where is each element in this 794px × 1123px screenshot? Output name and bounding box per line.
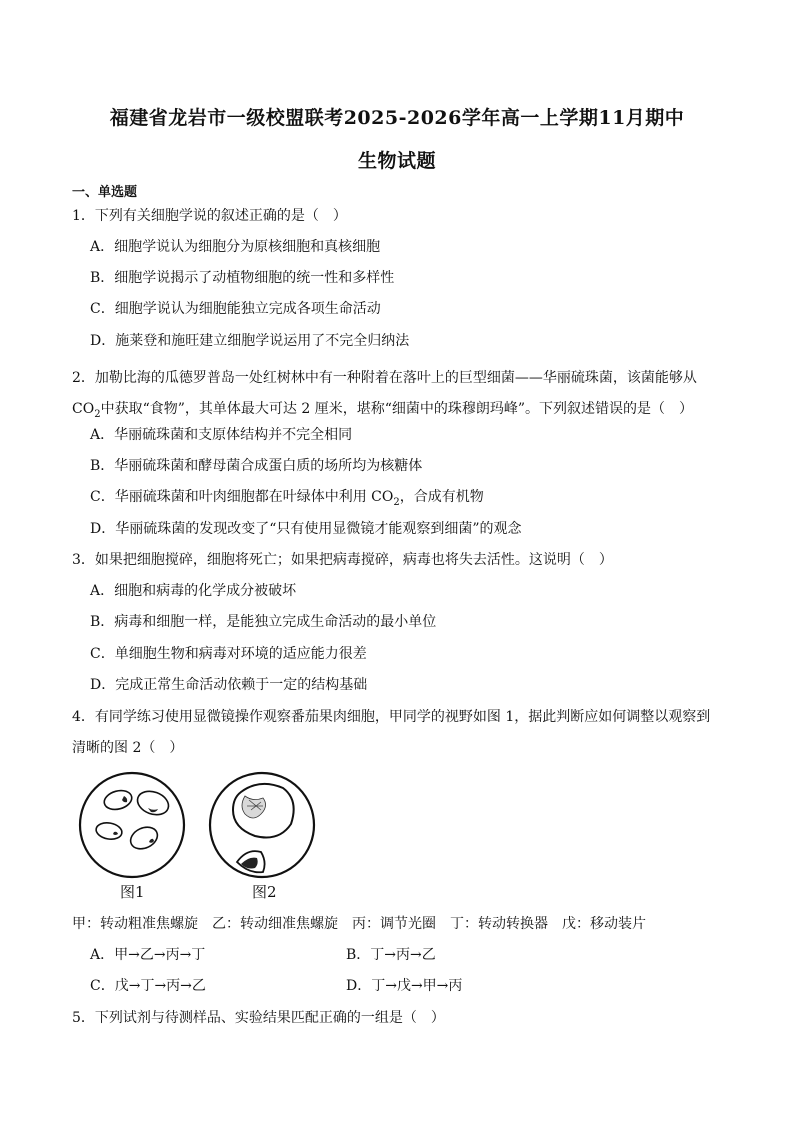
microscope-field-figure-1 <box>74 770 190 880</box>
document-title-line1: 福建省龙岩市一级校盟联考2025-2026学年高一上学期11月期中 <box>109 107 685 129</box>
question-2-stem <box>72 363 722 430</box>
figure-1-label: 图1 <box>120 883 145 901</box>
question-1-option-b: B．细胞学说揭示了动植物细胞的统一性和多样性 <box>90 270 395 286</box>
question-2-option-d: D．华丽硫珠菌的发现改变了“只有使用显微镜才能观察到细菌”的观念 <box>90 521 522 537</box>
question-1-option-a: A．细胞学说认为细胞分为原核细胞和真核细胞 <box>90 239 381 255</box>
question-4-legend: 甲：转动粗准焦螺旋 乙：转动细准焦螺旋 丙：调节光圈 丁：转动转换器 戊：移动装片 <box>72 916 646 932</box>
question-2-stem-part2: 中获取“食物”，其单体最大可达 2 厘米，堪称“细菌中的珠穆朗玛峰”。下列叙述错误的是（ ） <box>100 401 694 417</box>
question-4-option-c: C．戊→丁→丙→乙 <box>90 978 206 994</box>
question-4-stem: 4．有同学练习使用显微镜操作观察番茄果肉细胞，甲同学的视野如图 1，据此判断应如何调整以观察到清晰的图 2（ ） <box>72 709 711 756</box>
question-3-option-b: B．病毒和细胞一样，是能独立完成生命活动的最小单位 <box>90 614 437 630</box>
question-4-option-b: B．丁→丙→乙 <box>346 947 436 963</box>
question-2-option-b: B．华丽硫珠菌和酵母菌合成蛋白质的场所均为核糖体 <box>90 458 423 474</box>
question-4-option-d: D．丁→戊→甲→丙 <box>346 978 463 994</box>
question-3-option-d: D．完成正常生命活动依赖于一定的结构基础 <box>90 677 368 693</box>
question-2-option-c-part1: C．华丽硫珠菌和叶肉细胞都在叶绿体中利用 CO <box>90 489 394 505</box>
question-2-option-c <box>90 487 484 513</box>
question-3-option-c: C．单细胞生物和病毒对环境的适应能力很差 <box>90 646 367 662</box>
question-5-stem: 5．下列试剂与待测样品、实验结果匹配正确的一组是（ ） <box>72 1010 445 1026</box>
question-1-option-d: D．施莱登和施旺建立细胞学说运用了不完全归纳法 <box>90 333 410 349</box>
question-4-option-a: A．甲→乙→丙→丁 <box>90 947 206 963</box>
question-2-stem-part1: 2．加勒比海的瓜德罗普岛一处红树林中有一种附着在落叶上的巨型细菌——华丽硫珠菌，该菌能够从 CO <box>72 370 697 417</box>
question-3-option-a: A．细胞和病毒的化学成分被破坏 <box>90 583 297 599</box>
question-1-option-c: C．细胞学说认为细胞能独立完成各项生命活动 <box>90 301 381 317</box>
microscope-field-figure-2 <box>205 770 319 880</box>
co2-subscript: 2 <box>94 408 101 420</box>
question-2-option-c-part2: ，合成有机物 <box>399 489 484 505</box>
question-1-stem: 1．下列有关细胞学说的叙述正确的是（ ） <box>72 208 347 224</box>
figure-2-label: 图2 <box>252 883 277 901</box>
question-3-stem: 3．如果把细胞搅碎，细胞将死亡；如果把病毒搅碎，病毒也将失去活性。这说明（ ） <box>72 552 613 568</box>
co2-subscript: 2 <box>393 496 400 508</box>
question-2-option-a: A．华丽硫珠菌和支原体结构并不完全相同 <box>90 427 353 443</box>
document-title-line2: 生物试题 <box>357 150 436 172</box>
section-heading: 一、单选题 <box>72 185 138 200</box>
